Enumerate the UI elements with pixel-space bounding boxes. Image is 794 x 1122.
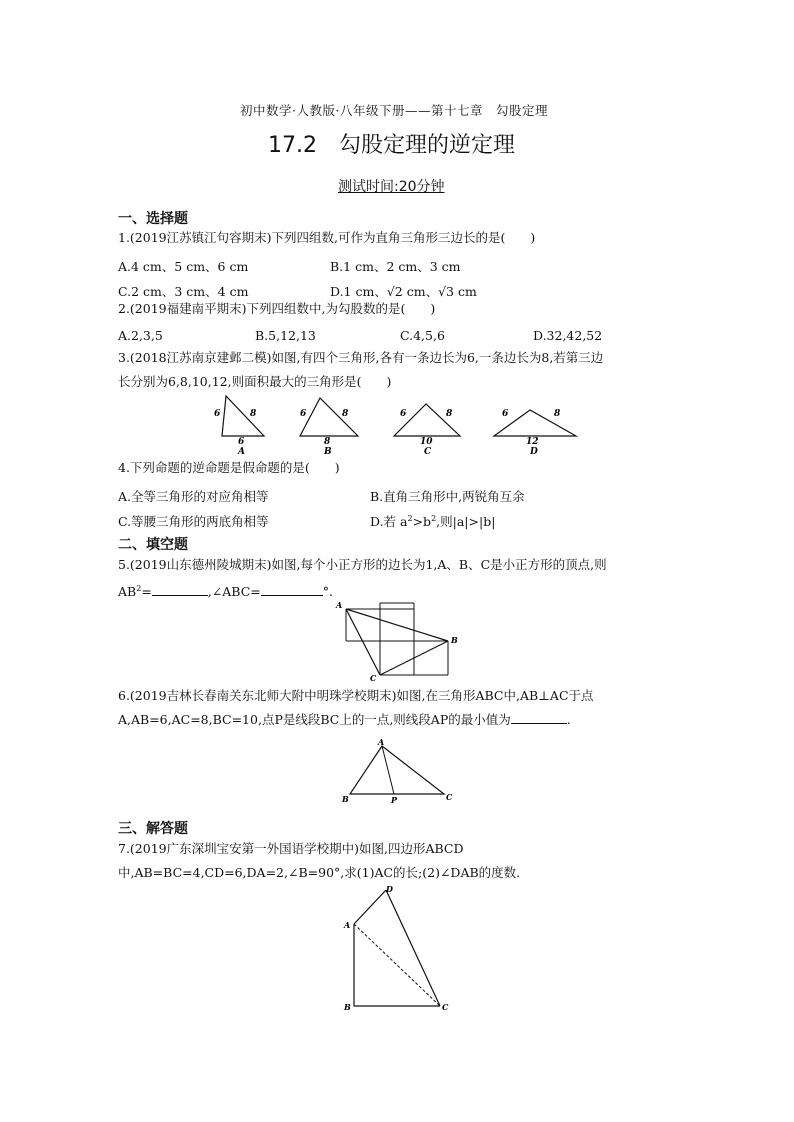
q6-line1: 6.(2019吉林长春南关东北师大附中明珠学校期末)如图,在三角形ABC中,AB⊥AC于点	[118, 688, 594, 703]
tri-b-right: 8	[342, 409, 349, 419]
tri-a-right: 8	[250, 409, 257, 419]
q5-blank-ab2[interactable]	[152, 582, 208, 596]
q3-line1: 3.(2018江苏南京建邺二模)如图,有四个三角形,各有一条边长为6,一条边长为8,若第三边	[118, 350, 604, 365]
q1-option-b: B.1 cm、2 cm、3 cm	[330, 259, 461, 274]
q3-triangles-figure	[200, 390, 600, 460]
tri-c-base: 10	[420, 437, 433, 447]
q5-label-b: B	[451, 635, 458, 645]
q1-option-c: C.2 cm、3 cm、4 cm	[118, 284, 249, 299]
q5-line2	[118, 577, 333, 604]
tri-c-right: 8	[446, 409, 453, 419]
tri-c-left: 6	[400, 409, 407, 419]
q5-blank-angle[interactable]	[261, 582, 323, 596]
q7-line1: 7.(2019广东深圳宝安第一外国语学校期中)如图,四边形ABCD	[118, 841, 464, 856]
segment-ad	[354, 890, 386, 924]
tri-d-right: 8	[554, 409, 561, 419]
segment-dc	[386, 890, 440, 1006]
q6-label-a: A	[378, 737, 385, 747]
q7-label-c: C	[442, 1002, 449, 1012]
q2-option-d: D.32,42,52	[533, 328, 603, 343]
tri-a-label: A	[238, 447, 245, 457]
q2-option-b: B.5,12,13	[255, 328, 316, 343]
q5-label-c: C	[370, 673, 377, 682]
q4-d-pre: D.若 a	[370, 514, 408, 529]
segment-ac	[346, 609, 380, 675]
triangle-abc	[350, 746, 444, 794]
sqrt3: √3	[438, 284, 455, 299]
test-time: 测试时间:20分钟	[338, 179, 445, 195]
q6-line2-end: .	[566, 712, 571, 727]
tri-a-left: 6	[214, 409, 221, 419]
q4-option-d	[370, 512, 495, 530]
q6-line2-text: A,AB=6,AC=8,BC=10,点P是线段BC上的一点,则线段AP的最小值为	[118, 712, 511, 727]
course-header: 初中数学·人教版·八年级下册——第十七章 勾股定理	[240, 103, 548, 118]
q6-triangle-figure	[338, 736, 460, 808]
section-answer: 三、解答题	[118, 821, 188, 837]
q6-label-p: P	[391, 795, 398, 805]
q5-label-a: A	[336, 600, 343, 610]
q5-ab: AB	[118, 584, 137, 600]
q4-option-c: C.等腰三角形的两底角相等	[118, 514, 269, 529]
tri-b-left: 6	[300, 409, 307, 419]
tri-c-label: C	[424, 447, 432, 457]
q7-label-d: D	[386, 886, 393, 894]
q4-d-sup2: 2	[431, 513, 437, 523]
tri-d-left: 6	[502, 409, 509, 419]
tri-d-label: D	[530, 447, 538, 457]
q1-option-a: A.4 cm、5 cm、6 cm	[118, 259, 249, 274]
triangle-b	[300, 398, 358, 436]
triangle-a	[222, 396, 264, 436]
q1-option-d-pre: D.1 cm、	[330, 284, 387, 299]
q4-stem: 4.下列命题的逆命题是假命题的是( )	[118, 460, 340, 475]
q2-option-c: C.4,5,6	[400, 328, 445, 343]
segment-ac-dashed	[354, 924, 440, 1006]
q3-line2: 长分别为6,8,10,12,则面积最大的三角形是( )	[118, 374, 392, 389]
q6-label-b: B	[342, 794, 349, 804]
q4-d-sup1: 2	[407, 513, 413, 523]
q5-eq: =	[141, 584, 152, 600]
q7-quadrilateral-figure	[338, 886, 458, 1016]
q2-stem: 2.(2019福建南平期末)下列四组数中,为勾股数的是( )	[118, 301, 436, 316]
section-fill: 二、填空题	[118, 537, 188, 553]
q7-label-a: A	[344, 920, 351, 930]
q1-option-d-post: cm	[454, 284, 477, 299]
q5-deg: °.	[322, 584, 333, 600]
q4-d-post: ,则|a|>|b|	[436, 514, 496, 529]
q7-line2: 中,AB=BC=4,CD=6,DA=2,∠B=90°,求(1)AC的长;(2)∠DAB的度数.	[118, 865, 521, 880]
tri-b-label: B	[324, 447, 332, 457]
q2-option-a: A.2,3,5	[118, 328, 163, 343]
q5-grid-figure	[334, 598, 464, 682]
q4-d-mid: >b	[412, 514, 432, 529]
q1-option-d-mid: cm、	[402, 284, 439, 299]
q6-label-c: C	[446, 792, 453, 802]
q4-option-a: A.全等三角形的对应角相等	[118, 489, 269, 504]
sqrt2: √2	[386, 284, 403, 299]
tri-d-base: 12	[526, 437, 539, 447]
q4-option-b: B.直角三角形中,两锐角互余	[370, 489, 525, 504]
q6-blank-ap[interactable]	[511, 710, 567, 724]
q5-line1: 5.(2019山东德州陵城期末)如图,每个小正方形的边长为1,A、B、C是小正方形的顶点,则	[118, 557, 607, 572]
q6-line2	[118, 708, 571, 732]
section-choice: 一、选择题	[118, 211, 188, 227]
tri-b-base: 8	[324, 437, 331, 447]
q5-angle: ,∠ABC=	[207, 584, 261, 600]
q5-sup: 2	[136, 584, 142, 593]
page-title: 17.2 勾股定理的逆定理	[268, 133, 515, 158]
tri-a-base: 6	[238, 437, 245, 447]
q7-label-b: B	[344, 1002, 351, 1012]
segment-ab	[346, 609, 448, 641]
q1-stem: 1.(2019江苏镇江句容期末)下列四组数,可作为直角三角形三边长的是( )	[118, 230, 536, 245]
